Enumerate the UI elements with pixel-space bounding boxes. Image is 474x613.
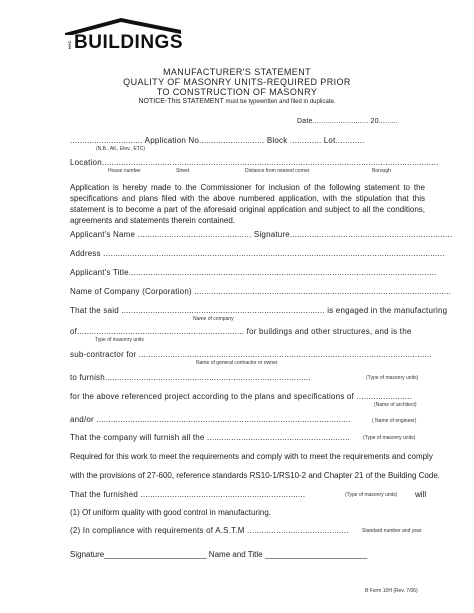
application-line[interactable]: .............................. Application No........................... Block ............. Lot............: [70, 136, 365, 145]
item-1: (1) Of uniform quality with good control in manufacturing.: [70, 508, 271, 517]
said-field[interactable]: That the said .................................................................................... is engaged in the manufacturing: [70, 306, 448, 315]
title-line3: TO CONSTRUCTION OF MASONRY: [156, 87, 318, 97]
date-line[interactable]: Date.......................... 20.........: [297, 118, 398, 125]
notice-bold: NOTICE-This STATEMENT: [138, 98, 224, 105]
location-label-street: Street: [176, 168, 190, 174]
of-field[interactable]: of..................................................................... for buildings and other structures, and is the: [70, 327, 412, 336]
notice: [0, 98, 474, 105]
application-sub: (N.B., Alt., Elev., ETC): [96, 146, 146, 152]
title-line1: MANUFACTURER'S STATEMENT: [163, 67, 311, 77]
project-sub: (Name of architect): [374, 402, 417, 408]
furnished-field[interactable]: That the furnished ....................................................................: [70, 490, 306, 499]
furnished-end: will: [415, 490, 427, 499]
form-footer: B Form 10H (Rev. 7/06): [365, 588, 418, 594]
title-line2: QUALITY OF MASONRY UNITS-REQUIRED PRIOR: [123, 77, 351, 87]
sub-contractor-sub: Name of general contractor or owner: [196, 360, 278, 366]
logo-nyc: NYC: [67, 40, 72, 49]
company-furnish-sub: (Type of masonry units): [363, 435, 416, 441]
item-2-sub: Standard number and year: [362, 528, 422, 534]
location-label-distance: Distance from nearest corner: [245, 168, 310, 174]
furnish-sub: (Type of masonry units): [366, 375, 419, 381]
location-label-borough: Borough: [372, 168, 391, 174]
project-field[interactable]: for the above referenced project according to the plans and specifications of .......................: [70, 392, 413, 401]
furnished-sub: (Type of masonry units): [345, 492, 398, 498]
company-field[interactable]: Name of Company (Corporation) ..........................................................................................................: [70, 287, 452, 296]
applicant-title-field[interactable]: Applicant's Title...............................................................................................................................: [70, 268, 437, 277]
logo: [63, 15, 183, 55]
of-sub: Type of masonry units: [95, 337, 144, 343]
required-line2: with the provisions of 27-600, reference standards RS10-1/RS10-2 and Chapter 21 of the Building Code.: [70, 471, 440, 480]
intro-paragraph: Application is hereby made to the Commissioner for inclusion of the following statement to the specifications and plans filed with the above numbered application, with the stipulation that this statement is to become a part of the aforesaid original application and subject to all the conditions, agreements and statements therein contained.: [70, 183, 425, 225]
location-label-house: House number: [108, 168, 141, 174]
andor-sub: ( Name of engineer): [372, 418, 417, 424]
address-field[interactable]: Address .............................................................................................................................................: [70, 249, 445, 258]
notice-rest: must be typewritten and filed in duplicate.: [225, 99, 336, 105]
company-furnish-field[interactable]: That the company will furnish all the ...........................................................: [70, 433, 350, 442]
sub-contractor-field[interactable]: sub-contractor for .........................................................................................................................: [70, 350, 432, 359]
logo-buildings: BUILDINGS: [74, 32, 183, 53]
andor-field[interactable]: and/or .........................................................................................................: [70, 415, 351, 424]
required-line1: Required for this work to meet the requirements and comply with to meet the requirements and comply: [70, 452, 433, 461]
location-line[interactable]: Location...........................................................................................................................................: [70, 158, 439, 167]
signature-line[interactable]: Signature_______________________ Name and Title _______________________: [70, 550, 368, 559]
applicant-name-field[interactable]: Applicant's Name ............................................... Signature...................................................................: [70, 230, 453, 239]
furnish-field[interactable]: to furnish.....................................................................................: [70, 373, 311, 382]
said-sub: Name of company: [193, 316, 234, 322]
item-2-field[interactable]: (2) In compliance with requirements of A.S.T.M ..........................................: [70, 526, 349, 535]
